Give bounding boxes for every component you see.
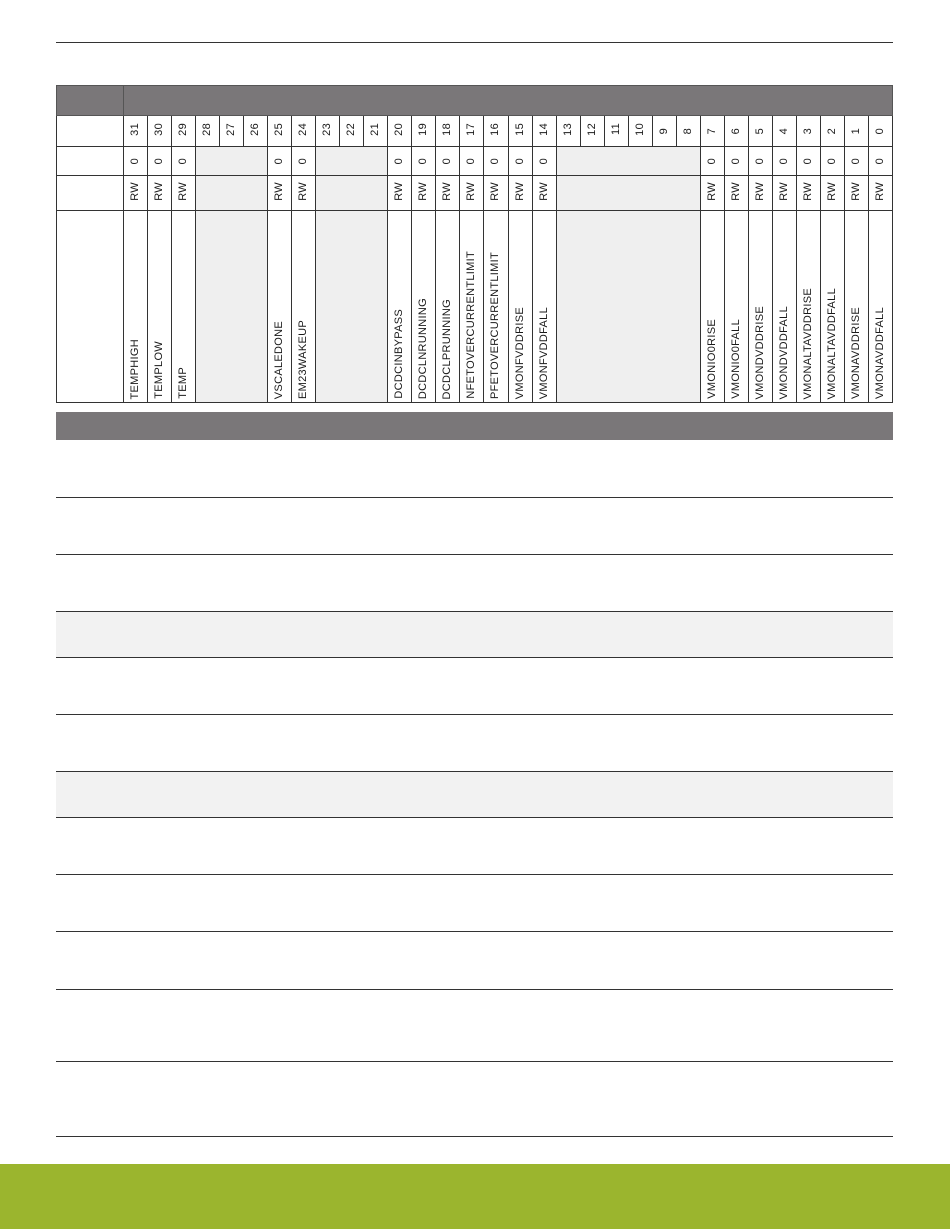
reserved-cell bbox=[556, 211, 700, 403]
access-type: RW bbox=[129, 182, 142, 201]
reserved-cell bbox=[196, 176, 268, 211]
reset-value: 0 bbox=[153, 157, 166, 164]
bit-number-cell bbox=[340, 116, 364, 147]
reset-value: 0 bbox=[273, 157, 286, 164]
bit-number-cell bbox=[772, 116, 796, 147]
bit-number: 11 bbox=[609, 123, 622, 136]
bit-number: 8 bbox=[681, 127, 694, 134]
access-type: RW bbox=[489, 182, 502, 201]
field-name: NFETOVERCURRENTLIMIT bbox=[465, 251, 478, 399]
bit-number-cell bbox=[532, 116, 556, 147]
bit-number: 9 bbox=[657, 127, 670, 134]
bit-number: 18 bbox=[441, 123, 454, 136]
reset-value: 0 bbox=[873, 157, 886, 164]
reset-value-cell bbox=[844, 147, 868, 176]
reserved-cell bbox=[316, 147, 388, 176]
field-name-cell bbox=[844, 211, 868, 403]
field-name: VMONDVDDFALL bbox=[777, 305, 790, 399]
reset-value: 0 bbox=[177, 157, 190, 164]
field-name: EM23WAKEUP bbox=[297, 319, 310, 399]
field-name-cell bbox=[436, 211, 460, 403]
bit-number: 1 bbox=[849, 127, 862, 134]
field-name-row bbox=[57, 211, 893, 403]
bit-number: 12 bbox=[585, 123, 598, 136]
access-type-cell bbox=[868, 176, 892, 211]
bit-number: 4 bbox=[777, 127, 790, 134]
reset-value-cell bbox=[268, 147, 292, 176]
register-header-row bbox=[57, 86, 893, 116]
bit-number-cell bbox=[820, 116, 844, 147]
reset-value: 0 bbox=[825, 157, 838, 164]
access-type-cell bbox=[148, 176, 172, 211]
bit-number: 22 bbox=[345, 123, 358, 136]
access-type-cell bbox=[748, 176, 772, 211]
bit-number-cell bbox=[268, 116, 292, 147]
reset-value: 0 bbox=[129, 157, 142, 164]
field-name-cell bbox=[532, 211, 556, 403]
access-type: RW bbox=[177, 182, 190, 201]
bit-number: 7 bbox=[705, 127, 718, 134]
bit-number: 15 bbox=[513, 123, 526, 136]
reserved-cell bbox=[556, 176, 700, 211]
field-name-cell bbox=[460, 211, 484, 403]
reset-value: 0 bbox=[465, 157, 478, 164]
bit-number-cell bbox=[148, 116, 172, 147]
row-label-cell bbox=[57, 147, 124, 176]
field-name: VMONALTAVDDFALL bbox=[825, 287, 838, 399]
field-description-row bbox=[56, 772, 893, 818]
field-name-cell bbox=[796, 211, 820, 403]
bit-number: 23 bbox=[321, 123, 334, 136]
reset-value: 0 bbox=[297, 157, 310, 164]
access-type-cell bbox=[124, 176, 148, 211]
register-header-cell bbox=[124, 86, 893, 116]
bit-number: 24 bbox=[297, 123, 310, 136]
field-name-cell bbox=[508, 211, 532, 403]
access-type-cell bbox=[436, 176, 460, 211]
bit-number: 5 bbox=[753, 127, 766, 134]
reset-value-cell bbox=[532, 147, 556, 176]
bit-number-cell bbox=[364, 116, 388, 147]
field-description-row bbox=[56, 875, 893, 932]
access-type: RW bbox=[705, 182, 718, 201]
field-name: TEMPLOW bbox=[153, 341, 166, 399]
bit-number-cell bbox=[172, 116, 196, 147]
reset-value: 0 bbox=[513, 157, 526, 164]
access-type: RW bbox=[729, 182, 742, 201]
field-description-row bbox=[56, 440, 893, 498]
access-type-cell bbox=[172, 176, 196, 211]
bit-number-cell bbox=[700, 116, 724, 147]
field-name: TEMPHIGH bbox=[129, 338, 142, 399]
access-type-cell bbox=[412, 176, 436, 211]
field-name: PFETOVERCURRENTLIMIT bbox=[489, 252, 502, 399]
access-type-cell bbox=[772, 176, 796, 211]
bit-number: 2 bbox=[825, 127, 838, 134]
bit-number: 20 bbox=[393, 123, 406, 136]
reset-value-cell bbox=[724, 147, 748, 176]
field-description-row bbox=[56, 715, 893, 772]
field-name: TEMP bbox=[177, 367, 190, 399]
reserved-cell bbox=[556, 147, 700, 176]
access-type-cell bbox=[268, 176, 292, 211]
bit-number: 16 bbox=[489, 123, 502, 136]
reset-value-cell bbox=[172, 147, 196, 176]
bit-number: 30 bbox=[153, 123, 166, 136]
access-type-cell bbox=[532, 176, 556, 211]
reset-value: 0 bbox=[849, 157, 862, 164]
bit-number: 19 bbox=[417, 123, 430, 136]
field-name: VMONIO0RISE bbox=[705, 319, 718, 399]
bit-number-cell bbox=[484, 116, 508, 147]
bit-number-cell bbox=[748, 116, 772, 147]
bit-number-cell bbox=[796, 116, 820, 147]
reset-value: 0 bbox=[705, 157, 718, 164]
bit-number: 0 bbox=[873, 127, 886, 134]
reserved-cell bbox=[196, 147, 268, 176]
bit-number-cell bbox=[868, 116, 892, 147]
bit-number-cell bbox=[580, 116, 604, 147]
row-label-cell bbox=[57, 116, 124, 147]
bit-number-cell bbox=[244, 116, 268, 147]
field-description-row bbox=[56, 498, 893, 555]
field-name-cell bbox=[172, 211, 196, 403]
field-name-cell bbox=[868, 211, 892, 403]
bit-number-cell bbox=[124, 116, 148, 147]
reset-value-row bbox=[57, 147, 893, 176]
reset-value-cell bbox=[772, 147, 796, 176]
bit-number: 26 bbox=[249, 123, 262, 136]
field-description-row bbox=[56, 555, 893, 612]
field-description-rows bbox=[56, 440, 893, 1137]
reset-value-cell bbox=[484, 147, 508, 176]
field-name: DCDCINBYPASS bbox=[393, 309, 406, 399]
access-type: RW bbox=[537, 182, 550, 201]
reset-value: 0 bbox=[537, 157, 550, 164]
field-name: VMONAVDDFALL bbox=[873, 306, 886, 399]
reset-value: 0 bbox=[777, 157, 790, 164]
access-type: RW bbox=[153, 182, 166, 201]
field-description-row bbox=[56, 990, 893, 1062]
field-name: VMONFVDDRISE bbox=[513, 306, 526, 399]
bit-number-cell bbox=[316, 116, 340, 147]
bit-number-cell bbox=[436, 116, 460, 147]
bit-number: 13 bbox=[561, 123, 574, 136]
bit-number-cell bbox=[412, 116, 436, 147]
reset-value: 0 bbox=[441, 157, 454, 164]
reset-value-cell bbox=[124, 147, 148, 176]
access-type-cell bbox=[820, 176, 844, 211]
access-type-cell bbox=[388, 176, 412, 211]
bit-number-cell bbox=[460, 116, 484, 147]
field-name: VMONFVDDFALL bbox=[537, 306, 550, 399]
bit-number-cell bbox=[652, 116, 676, 147]
field-name: VSCALEDONE bbox=[273, 320, 286, 399]
field-description-header bbox=[56, 412, 893, 440]
row-label-cell bbox=[57, 211, 124, 403]
access-type-cell bbox=[460, 176, 484, 211]
bit-number: 31 bbox=[129, 123, 142, 136]
access-row bbox=[57, 176, 893, 211]
access-type: RW bbox=[873, 182, 886, 201]
bit-number-cell bbox=[388, 116, 412, 147]
field-name: VMONDVDDRISE bbox=[753, 305, 766, 399]
reset-value: 0 bbox=[393, 157, 406, 164]
access-type-cell bbox=[796, 176, 820, 211]
reset-value-cell bbox=[436, 147, 460, 176]
bit-number-cell bbox=[604, 116, 628, 147]
field-description-row bbox=[56, 1062, 893, 1137]
access-type-cell bbox=[508, 176, 532, 211]
field-name-cell bbox=[724, 211, 748, 403]
field-description-row bbox=[56, 932, 893, 990]
reset-value-cell bbox=[700, 147, 724, 176]
reset-value: 0 bbox=[417, 157, 430, 164]
reset-value-cell bbox=[508, 147, 532, 176]
bit-number-cell bbox=[676, 116, 700, 147]
reserved-cell bbox=[316, 176, 388, 211]
field-name-cell bbox=[412, 211, 436, 403]
bit-number-cell bbox=[844, 116, 868, 147]
bit-number: 14 bbox=[537, 123, 550, 136]
access-type-cell bbox=[292, 176, 316, 211]
reset-value-cell bbox=[412, 147, 436, 176]
field-name-cell bbox=[292, 211, 316, 403]
bit-number: 21 bbox=[369, 123, 382, 136]
field-name-cell bbox=[484, 211, 508, 403]
access-type: RW bbox=[513, 182, 526, 201]
access-type: RW bbox=[441, 182, 454, 201]
field-name-cell bbox=[772, 211, 796, 403]
reset-value-cell bbox=[820, 147, 844, 176]
field-description-row bbox=[56, 818, 893, 875]
access-type: RW bbox=[465, 182, 478, 201]
field-name-cell bbox=[124, 211, 148, 403]
field-name-cell bbox=[268, 211, 292, 403]
access-type: RW bbox=[825, 182, 838, 201]
access-type: RW bbox=[273, 182, 286, 201]
field-name-cell bbox=[148, 211, 172, 403]
bit-number-cell bbox=[196, 116, 220, 147]
reset-value-cell bbox=[148, 147, 172, 176]
bit-number: 27 bbox=[225, 123, 238, 136]
reset-value: 0 bbox=[753, 157, 766, 164]
reset-value-cell bbox=[292, 147, 316, 176]
bit-number: 10 bbox=[633, 123, 646, 136]
field-name-cell bbox=[748, 211, 772, 403]
bit-number-cell bbox=[628, 116, 652, 147]
reset-value: 0 bbox=[489, 157, 502, 164]
access-type: RW bbox=[777, 182, 790, 201]
bit-number: 28 bbox=[201, 123, 214, 136]
bit-number: 3 bbox=[801, 127, 814, 134]
access-type: RW bbox=[393, 182, 406, 201]
field-name: VMONIO0FALL bbox=[729, 319, 742, 399]
bit-number-cell bbox=[724, 116, 748, 147]
footer-band bbox=[0, 1164, 950, 1229]
bit-number-cell bbox=[220, 116, 244, 147]
bit-number: 29 bbox=[177, 123, 190, 136]
access-type-cell bbox=[724, 176, 748, 211]
bit-number-cell bbox=[292, 116, 316, 147]
reserved-cell bbox=[196, 211, 268, 403]
access-type: RW bbox=[753, 182, 766, 201]
field-name-cell bbox=[388, 211, 412, 403]
access-type: RW bbox=[297, 182, 310, 201]
field-name-cell bbox=[700, 211, 724, 403]
field-name-cell bbox=[820, 211, 844, 403]
access-type: RW bbox=[849, 182, 862, 201]
reset-value-cell bbox=[388, 147, 412, 176]
field-description-row bbox=[56, 658, 893, 715]
access-type: RW bbox=[417, 182, 430, 201]
bit-number: 25 bbox=[273, 123, 286, 136]
row-label-cell bbox=[57, 176, 124, 211]
reset-value-cell bbox=[748, 147, 772, 176]
access-type: RW bbox=[801, 182, 814, 201]
field-description-row bbox=[56, 612, 893, 658]
field-name: DCDCLPRUNNING bbox=[441, 298, 454, 399]
field-name: VMONALTAVDDRISE bbox=[801, 287, 814, 399]
row-label-cell bbox=[57, 86, 124, 116]
bit-number: 17 bbox=[465, 123, 478, 136]
bit-number-cell bbox=[556, 116, 580, 147]
access-type-cell bbox=[484, 176, 508, 211]
bit-number-cell bbox=[508, 116, 532, 147]
reserved-cell bbox=[316, 211, 388, 403]
reset-value: 0 bbox=[801, 157, 814, 164]
field-name: VMONAVDDRISE bbox=[849, 306, 862, 399]
reset-value-cell bbox=[460, 147, 484, 176]
reset-value-cell bbox=[796, 147, 820, 176]
top-rule bbox=[56, 42, 893, 43]
register-bit-table bbox=[56, 85, 893, 403]
reset-value-cell bbox=[868, 147, 892, 176]
access-type-cell bbox=[700, 176, 724, 211]
reset-value: 0 bbox=[729, 157, 742, 164]
field-name: DCDCLNRUNNING bbox=[417, 297, 430, 399]
access-type-cell bbox=[844, 176, 868, 211]
bit-number-row bbox=[57, 116, 893, 147]
bit-number: 6 bbox=[729, 127, 742, 134]
